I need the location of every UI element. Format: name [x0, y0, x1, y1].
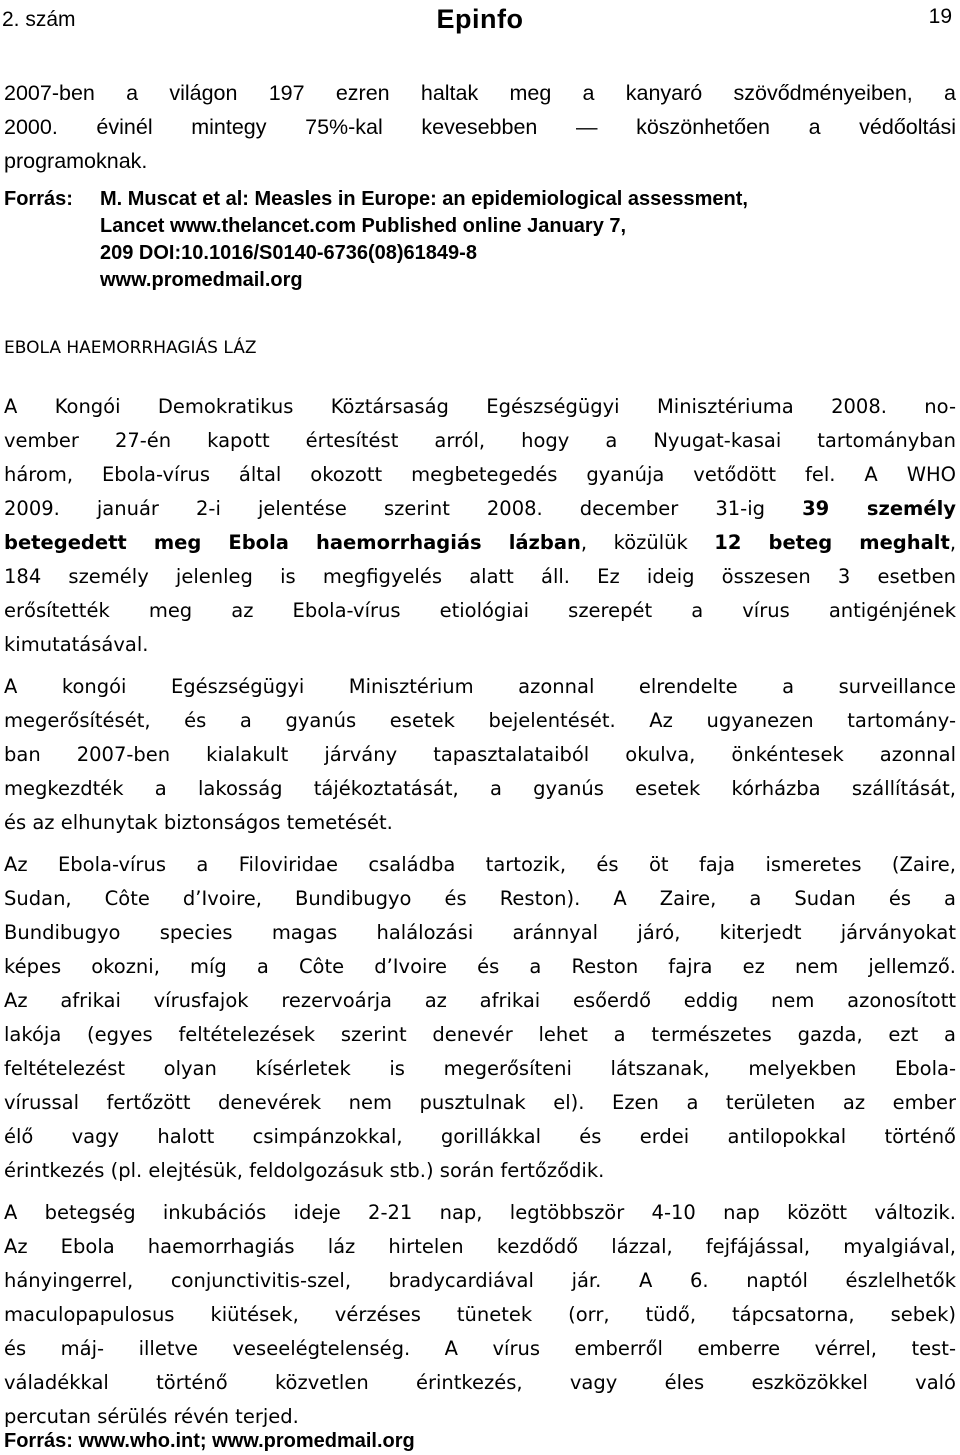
text-line: [4, 848, 956, 882]
intro-line: 2000. évinél mintegy 75%-kal kevesebben — köszönhetően a védőoltási: [4, 115, 956, 139]
intro-line: programoknak.: [4, 149, 148, 173]
source-lines: [100, 186, 940, 294]
paragraph: [4, 670, 956, 840]
text-line: [4, 628, 956, 662]
text-run: Az afrikai vírusfajok rezervoárja az afrikai esőerdő eddig nem azonosított: [4, 989, 956, 1012]
page-number: 19: [928, 5, 952, 28]
text-line: [4, 492, 956, 526]
text-line: [4, 1264, 956, 1298]
source-line: www.promedmail.org: [100, 269, 303, 291]
text-run: hányingerrel, conjunctivitis-szel, bradycardiával jár. A 6. naptól észlelhetők: [4, 1269, 956, 1292]
source-line: Lancet www.thelancet.com Published online January 7,: [100, 215, 627, 237]
issue-number: 2. szám: [2, 8, 76, 31]
text-line: [4, 916, 956, 950]
page-header: [0, 4, 960, 40]
paragraph: [4, 1196, 956, 1434]
text-run: három, Ebola-vírus által okozott megbetegedés gyanúja vetődött fel. A WHO: [4, 463, 956, 486]
text-line: [4, 882, 956, 916]
text-line: [4, 1154, 956, 1188]
source-line: M. Muscat et al: Measles in Europe: an epidemiological assessment,: [100, 188, 748, 210]
paragraph: [4, 390, 956, 662]
footer-source: Forrás: www.who.int; www.promedmail.org: [4, 1430, 415, 1452]
text-run: Sudan, Côte d’Ivoire, Bundibugyo és Reston). A Zaire, a Sudan és a: [4, 887, 956, 910]
text-line: [4, 560, 956, 594]
journal-title: Epinfo: [436, 4, 524, 34]
text-run: 2009. január 2-i jelentése szerint 2008. december 31-ig: [4, 497, 803, 520]
text-line: [4, 1366, 956, 1400]
text-line: [4, 1400, 956, 1434]
text-line: [4, 526, 956, 560]
text-line: [4, 1018, 956, 1052]
text-run: Az Ebola-vírus a Filoviridae családba tartozik, és öt faja ismeretes (Zaire,: [4, 853, 956, 876]
text-run: A betegség inkubációs ideje 2-21 nap, legtöbbször 4-10 nap között változik.: [4, 1201, 956, 1224]
bold-text: 12 beteg meghalt: [714, 531, 950, 554]
text-run: A Kongói Demokratikus Köztársaság Egészségügyi Minisztériuma 2008. no-: [4, 395, 956, 418]
text-line: [4, 1332, 956, 1366]
text-run: lakója (egyes feltételezések szerint denevér lehet a természetes gazda, ezt a: [4, 1023, 956, 1046]
text-run: ,: [949, 531, 956, 554]
text-line: [4, 984, 956, 1018]
bold-text: betegedett meg Ebola haemorrhagiás lázban: [4, 531, 581, 554]
text-line: [4, 1052, 956, 1086]
text-run: feltételezést olyan kísérletek is megerősíteni látszanak, melyekben Ebola-: [4, 1057, 956, 1080]
intro-line: 2007-ben a világon 197 ezren haltak meg a kanyaró szövődményeiben, a: [4, 81, 956, 105]
text-run: ban 2007-ben kialakult járvány tapasztalataiból okulva, önkéntesek azonnal: [4, 743, 956, 766]
text-line: [4, 1196, 956, 1230]
text-line: [4, 458, 956, 492]
text-run: percutan sérülés révén terjed.: [4, 1405, 299, 1428]
text-run: , közülük: [580, 531, 715, 554]
text-run: váladékkal történő közvetlen érintkezés, vagy éles eszközökkel való: [4, 1371, 956, 1394]
text-line: [4, 670, 956, 704]
text-run: kimutatásával.: [4, 633, 149, 656]
text-run: képes okozni, míg a Côte d’Ivoire és a Reston fajra ez nem jellemző.: [4, 955, 956, 978]
article-body: [4, 390, 956, 1442]
text-run: vember 27-én kapott értesítést arról, hogy a Nyugat-kasai tartományban: [4, 429, 956, 452]
text-run: 184 személy jelenleg is megfigyelés alatt áll. Ez ideig összesen 3 esetben: [4, 565, 956, 588]
bold-text: 39 személy: [802, 497, 956, 520]
text-line: [4, 1086, 956, 1120]
text-run: vírussal fertőzött denevérek nem pusztulnak el). Ezen a területen az ember: [4, 1091, 956, 1114]
text-run: Bundibugyo species magas halálozási aránnyal járó, kiterjedt járványokat: [4, 921, 956, 944]
text-run: megerősítését, és a gyanús esetek bejelentését. Az ugyanezen tartomány-: [4, 709, 956, 732]
text-run: érintkezés (pl. elejtésük, feldolgozásuk stb.) során fertőződik.: [4, 1159, 605, 1182]
paragraph: [4, 848, 956, 1188]
section-title: EBOLA HAEMORRHAGIÁS LÁZ: [4, 338, 257, 358]
text-line: [4, 1230, 956, 1264]
text-line: [4, 594, 956, 628]
text-line: [4, 1120, 956, 1154]
text-line: [4, 772, 956, 806]
source-label: Forrás:: [4, 188, 73, 210]
text-line: [4, 424, 956, 458]
text-run: és máj- illetve veseelégtelenség. A vírus emberről emberre vérrel, test-: [4, 1337, 956, 1360]
text-line: [4, 390, 956, 424]
text-run: élő vagy halott csimpánzokkal, gorillákkal és erdei antilopokkal történő: [4, 1125, 956, 1148]
text-run: erősítették meg az Ebola-vírus etiológiai szerepét a vírus antigénjének: [4, 599, 956, 622]
source-line: 209 DOI:10.1016/S0140-6736(08)61849-8: [100, 242, 477, 264]
intro-paragraph: [4, 76, 956, 178]
text-line: [4, 704, 956, 738]
text-run: A kongói Egészségügyi Minisztérium azonnal elrendelte a surveillance: [4, 675, 956, 698]
text-run: maculopapulosus kiütések, vérzéses tünetek (orr, tüdő, tápcsatorna, sebek): [4, 1303, 956, 1326]
text-line: [4, 1298, 956, 1332]
text-run: és az elhunytak biztonságos temetését.: [4, 811, 393, 834]
text-line: [4, 806, 956, 840]
text-line: [4, 950, 956, 984]
text-run: Az Ebola haemorrhagiás láz hirtelen kezdődő lázzal, fejfájással, myalgiával,: [4, 1235, 956, 1258]
text-line: [4, 738, 956, 772]
text-run: megkezdték a lakosság tájékoztatását, a gyanús esetek kórházba szállítását,: [4, 777, 956, 800]
